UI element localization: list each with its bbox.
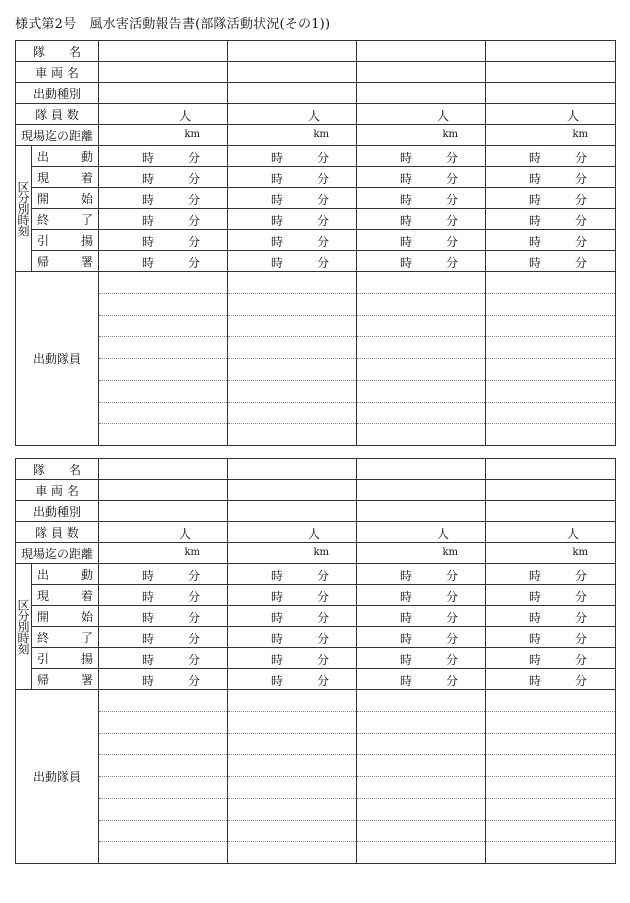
time-cell[interactable]: 時 分 — [486, 167, 616, 188]
distance-cell[interactable] — [99, 543, 228, 564]
time-cell[interactable]: 時 分 — [99, 669, 228, 690]
time-row — [16, 627, 616, 648]
km-unit: km — [572, 547, 589, 558]
time-cell[interactable]: 時 分 — [357, 230, 486, 251]
time-row-label: 帰 署 — [32, 251, 99, 272]
km-unit: km — [184, 547, 201, 558]
km-unit: km — [184, 129, 201, 140]
time-cell[interactable]: 時 分 — [99, 188, 228, 209]
member-count-cell[interactable] — [486, 522, 616, 543]
time-row — [16, 167, 616, 188]
vehicle-name-cell[interactable] — [486, 62, 616, 83]
unit-name-label: 隊 名 — [16, 459, 99, 480]
time-row-label: 引 揚 — [32, 648, 99, 669]
time-cell[interactable]: 時 分 — [228, 564, 357, 585]
distance-label: 現場迄の距離 — [16, 543, 99, 564]
time-cell[interactable]: 時 分 — [486, 209, 616, 230]
km-unit: km — [313, 129, 330, 140]
vehicle-name-cell[interactable] — [357, 480, 486, 501]
unit-name-row — [16, 41, 616, 62]
dispatch-type-label: 出動種別 — [16, 501, 99, 522]
member-count-cell[interactable] — [228, 104, 357, 125]
time-cell[interactable]: 時 分 — [228, 669, 357, 690]
unit-name-cell[interactable] — [357, 41, 486, 62]
dispatch-type-cell[interactable] — [228, 501, 357, 522]
dispatch-type-cell[interactable] — [99, 83, 228, 104]
time-row — [16, 606, 616, 627]
vehicle-name-cell[interactable] — [357, 62, 486, 83]
time-row — [16, 669, 616, 690]
time-row-label: 開 始 — [32, 188, 99, 209]
time-row-label: 現 着 — [32, 167, 99, 188]
dispatch-type-cell[interactable] — [99, 501, 228, 522]
time-row — [16, 230, 616, 251]
dispatch-type-cell[interactable] — [357, 501, 486, 522]
time-row — [16, 564, 616, 585]
unit-name-cell[interactable] — [486, 41, 616, 62]
time-cell[interactable]: 時 分 — [486, 146, 616, 167]
vehicle-name-row — [16, 62, 616, 83]
time-cell[interactable]: 時 分 — [357, 648, 486, 669]
time-cell[interactable]: 時 分 — [228, 209, 357, 230]
time-cell[interactable]: 時 分 — [99, 606, 228, 627]
vehicle-name-cell[interactable] — [228, 480, 357, 501]
time-cell[interactable]: 時 分 — [99, 627, 228, 648]
vehicle-name-cell[interactable] — [99, 62, 228, 83]
distance-cell[interactable] — [357, 543, 486, 564]
crew-label: 出動隊員 — [16, 690, 99, 864]
time-cell[interactable]: 時 分 — [486, 648, 616, 669]
time-cell[interactable]: 時 分 — [486, 230, 616, 251]
crew-cell[interactable] — [99, 690, 228, 864]
km-unit: km — [442, 129, 459, 140]
time-row — [16, 209, 616, 230]
member-count-row — [16, 522, 616, 543]
distance-label: 現場迄の距離 — [16, 125, 99, 146]
member-count-row — [16, 104, 616, 125]
time-cell[interactable]: 時 分 — [228, 230, 357, 251]
vehicle-name-cell[interactable] — [228, 62, 357, 83]
unit-name-cell[interactable] — [357, 459, 486, 480]
time-cell[interactable]: 時 分 — [99, 146, 228, 167]
crew-cell[interactable] — [486, 690, 616, 864]
time-row — [16, 188, 616, 209]
activity-block-2 — [15, 458, 616, 864]
time-cell[interactable]: 時 分 — [486, 251, 616, 272]
time-row-label: 帰 署 — [32, 669, 99, 690]
time-cell[interactable]: 時 分 — [228, 188, 357, 209]
time-cell[interactable]: 時 分 — [486, 188, 616, 209]
member-count-cell[interactable] — [357, 104, 486, 125]
distance-cell[interactable] — [486, 125, 616, 146]
vehicle-name-cell[interactable] — [486, 480, 616, 501]
time-cell[interactable]: 時 分 — [357, 209, 486, 230]
time-cell[interactable]: 時 分 — [228, 146, 357, 167]
time-row-label: 開 始 — [32, 606, 99, 627]
distance-row — [16, 543, 616, 564]
time-cell[interactable]: 時 分 — [357, 167, 486, 188]
time-row-label: 終 了 — [32, 627, 99, 648]
distance-cell[interactable] — [228, 125, 357, 146]
time-row-label: 現 着 — [32, 585, 99, 606]
people-unit: 人 — [179, 527, 192, 541]
time-row — [16, 146, 616, 167]
time-row-label: 終 了 — [32, 209, 99, 230]
time-cell[interactable]: 時 分 — [99, 564, 228, 585]
time-cell[interactable]: 時 分 — [99, 251, 228, 272]
vehicle-name-row — [16, 480, 616, 501]
crew-row — [16, 690, 616, 864]
crew-cell[interactable] — [99, 272, 228, 446]
time-cell[interactable]: 時 分 — [99, 648, 228, 669]
dispatch-type-row — [16, 83, 616, 104]
distance-cell[interactable] — [486, 543, 616, 564]
member-count-cell[interactable] — [99, 522, 228, 543]
time-row-label: 出 動 — [32, 146, 99, 167]
time-cell[interactable]: 時 分 — [486, 606, 616, 627]
people-unit: 人 — [308, 109, 321, 123]
people-unit: 人 — [567, 109, 580, 123]
member-count-label: 隊 員 数 — [16, 104, 99, 125]
unit-name-cell[interactable] — [99, 41, 228, 62]
time-cell[interactable]: 時 分 — [357, 251, 486, 272]
time-cell[interactable]: 時 分 — [486, 585, 616, 606]
unit-name-cell[interactable] — [486, 459, 616, 480]
time-cell[interactable]: 時 分 — [228, 606, 357, 627]
form-title: 様式第2号 風水害活動報告書(部隊活動状況(その1)) — [15, 17, 331, 32]
crew-cell[interactable] — [228, 272, 357, 446]
people-unit: 人 — [437, 109, 450, 123]
time-cell[interactable]: 時 分 — [357, 564, 486, 585]
time-cell[interactable]: 時 分 — [486, 564, 616, 585]
time-cell[interactable]: 時 分 — [99, 585, 228, 606]
time-group-label: 区分別時刻 — [16, 564, 32, 690]
time-cell[interactable]: 時 分 — [486, 669, 616, 690]
crew-cell[interactable] — [486, 272, 616, 446]
distance-cell[interactable] — [99, 125, 228, 146]
distance-cell[interactable] — [228, 543, 357, 564]
crew-cell[interactable] — [357, 272, 486, 446]
time-cell[interactable]: 時 分 — [99, 230, 228, 251]
time-cell[interactable]: 時 分 — [228, 585, 357, 606]
dispatch-type-label: 出動種別 — [16, 83, 99, 104]
time-cell[interactable]: 時 分 — [99, 209, 228, 230]
time-cell[interactable]: 時 分 — [99, 167, 228, 188]
time-cell[interactable]: 時 分 — [357, 188, 486, 209]
people-unit: 人 — [308, 527, 321, 541]
dispatch-type-cell[interactable] — [357, 83, 486, 104]
time-group-label: 区分別時刻 — [16, 146, 32, 272]
distance-row — [16, 125, 616, 146]
member-count-cell[interactable] — [228, 522, 357, 543]
dispatch-type-cell[interactable] — [228, 83, 357, 104]
time-cell[interactable]: 時 分 — [486, 627, 616, 648]
member-count-cell[interactable] — [99, 104, 228, 125]
member-count-cell[interactable] — [357, 522, 486, 543]
people-unit: 人 — [567, 527, 580, 541]
dispatch-type-cell[interactable] — [486, 83, 616, 104]
people-unit: 人 — [179, 109, 192, 123]
unit-name-cell[interactable] — [228, 41, 357, 62]
people-unit: 人 — [437, 527, 450, 541]
unit-name-row — [16, 459, 616, 480]
time-cell[interactable]: 時 分 — [357, 606, 486, 627]
member-count-cell[interactable] — [486, 104, 616, 125]
time-row — [16, 251, 616, 272]
time-cell[interactable]: 時 分 — [228, 627, 357, 648]
vehicle-name-cell[interactable] — [99, 480, 228, 501]
time-cell[interactable]: 時 分 — [228, 167, 357, 188]
time-cell[interactable]: 時 分 — [228, 648, 357, 669]
time-row — [16, 585, 616, 606]
vehicle-name-label: 車 両 名 — [16, 62, 99, 83]
crew-row — [16, 272, 616, 446]
km-unit: km — [442, 547, 459, 558]
km-unit: km — [313, 547, 330, 558]
time-cell[interactable]: 時 分 — [357, 585, 486, 606]
member-count-label: 隊 員 数 — [16, 522, 99, 543]
activity-block-1 — [15, 40, 616, 446]
crew-cell[interactable] — [228, 690, 357, 864]
vehicle-name-label: 車 両 名 — [16, 480, 99, 501]
time-row-label: 出 動 — [32, 564, 99, 585]
unit-name-label: 隊 名 — [16, 41, 99, 62]
crew-cell[interactable] — [357, 690, 486, 864]
dispatch-type-row — [16, 501, 616, 522]
time-cell[interactable]: 時 分 — [357, 627, 486, 648]
unit-name-cell[interactable] — [228, 459, 357, 480]
time-cell[interactable]: 時 分 — [357, 146, 486, 167]
time-cell[interactable]: 時 分 — [228, 251, 357, 272]
time-row — [16, 648, 616, 669]
crew-label: 出動隊員 — [16, 272, 99, 446]
time-row-label: 引 揚 — [32, 230, 99, 251]
distance-cell[interactable] — [357, 125, 486, 146]
time-cell[interactable]: 時 分 — [357, 669, 486, 690]
unit-name-cell[interactable] — [99, 459, 228, 480]
dispatch-type-cell[interactable] — [486, 501, 616, 522]
km-unit: km — [572, 129, 589, 140]
